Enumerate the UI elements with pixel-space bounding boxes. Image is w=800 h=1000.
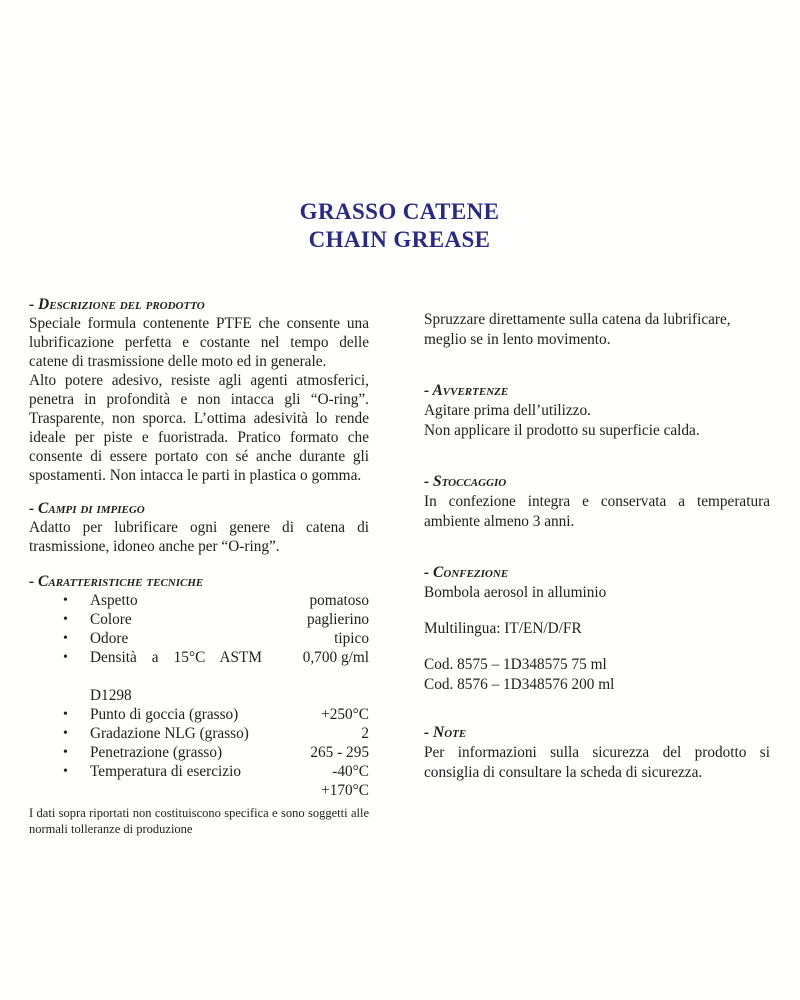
property-label (90, 648, 262, 705)
blank-spacer (424, 603, 770, 619)
avvertenze-line-1: Agitare prima dell’utilizzo. (424, 402, 591, 420)
confezione-languages: Multilingua: IT/EN/D/FR (424, 620, 582, 638)
property-label (90, 591, 262, 610)
product-title-line-italian: GRASSO CATENE (299, 199, 500, 224)
section-heading-confezione: - Confezione (424, 564, 509, 582)
technical-properties-list (29, 591, 369, 800)
property-value (262, 762, 369, 800)
content-columns (29, 295, 770, 850)
property-value: 2 (361, 725, 369, 742)
section-heading-avvertenze: - Avvertenze (424, 382, 509, 400)
property-row-penetrazione (29, 743, 369, 762)
blank-spacer (424, 639, 770, 655)
property-value: +250°C (321, 706, 369, 723)
campi-di-impiego-paragraph: Adatto per lubrificare ogni genere di catena di trasmissione, idoneo anche per “O-ring”. (29, 519, 369, 555)
property-row-punto-di-goccia (29, 705, 369, 724)
property-label (90, 705, 262, 724)
product-title-line-english: CHAIN GREASE (308, 227, 491, 252)
property-label-text: Aspetto (90, 592, 138, 609)
property-value: pomatoso (309, 592, 369, 609)
section-heading-note: - Note (424, 724, 467, 742)
product-title (29, 198, 770, 254)
section-heading-campi-di-impiego: - Campi di impiego (29, 500, 145, 517)
property-value: tipico (334, 630, 369, 647)
property-label (90, 762, 262, 781)
property-value: 265 - 295 (310, 744, 369, 761)
left-column (29, 295, 369, 850)
property-row-gradazione-nlg (29, 724, 369, 743)
property-row-densita (29, 648, 369, 705)
stoccaggio-paragraph: In confezione integra e conservata a temperatura ambiente almeno 3 anni. (424, 493, 770, 531)
bullet-icon: • (63, 612, 68, 627)
property-label (90, 743, 262, 762)
property-label-text: Penetrazione (grasso) (90, 744, 223, 761)
bullet-icon: • (63, 707, 68, 722)
property-label-text: Gradazione NLG (grasso) (90, 725, 249, 742)
bullet-icon: • (63, 745, 68, 760)
bullet-icon: • (63, 650, 68, 665)
property-label (90, 629, 262, 648)
property-label-text: Densità a 15°C ASTM (90, 649, 262, 666)
tolerances-footnote: I dati sopra riportati non costituiscono specifica e sono soggetti alle normali tolleranze di produzione (29, 806, 369, 836)
product-code-8576: Cod. 8576 – 1D348576 200 ml (424, 676, 615, 694)
bullet-icon: • (63, 764, 68, 779)
property-label (90, 724, 262, 743)
property-row-aspetto (29, 591, 369, 610)
property-label-text: Punto di goccia (grasso) (90, 706, 239, 723)
confezione-packaging: Bombola aerosol in alluminio (424, 584, 607, 602)
property-label (90, 610, 262, 629)
property-label-text: Colore (90, 611, 132, 628)
product-code-8575: Cod. 8575 – 1D348575 75 ml (424, 656, 607, 674)
section-heading-descrizione-del-prodotto: - Descrizione del prodotto (29, 296, 205, 313)
section-heading-caratteristiche-tecniche: - Caratteristiche tecniche (29, 573, 204, 590)
property-value: 0,700 g/ml (302, 649, 369, 666)
bullet-icon: • (63, 631, 68, 646)
descrizione-paragraph-2: Alto potere adesivo, resiste agli agenti atmosferici, penetra in profondità e non intacca gli “O-ring”. Trasparente, non sporca. L’ottima adesività lo rende ideale per piste e fuoristrada. Pratico formato che consente di essere portato con sé anche durante gli spostamenti. Non intacca le parti in plastica o gomma. (29, 372, 369, 484)
application-instructions: Spruzzare direttamente sulla catena da lubrificare, meglio se in lento movimento. (424, 311, 731, 349)
section-heading-stoccaggio: - Stoccaggio (424, 473, 507, 491)
property-label-text-line2: D1298 (90, 687, 132, 704)
avvertenze-line-2: Non applicare il prodotto su superficie calda. (424, 422, 700, 440)
descrizione-paragraph-1: Speciale formula contenente PTFE che consente una lubrificazione perfetta e costante nel tempo delle catene di trasmissione delle moto ed in generale. (29, 315, 369, 370)
property-value: paglierino (306, 611, 369, 628)
bullet-icon: • (63, 593, 68, 608)
note-paragraph: Per informazioni sulla sicurezza del prodotto si consiglia di consultare la scheda di sicurezza. (424, 744, 770, 782)
right-column (424, 295, 770, 850)
property-value-line1: -40°C (332, 763, 369, 780)
property-row-temperatura-esercizio (29, 762, 369, 800)
property-row-colore (29, 610, 369, 629)
property-row-odore (29, 629, 369, 648)
property-label-text: Temperatura di esercizio (90, 763, 241, 780)
bullet-icon: • (63, 726, 68, 741)
property-value-line2: +170°C (321, 782, 369, 799)
property-label-text: Odore (90, 630, 129, 647)
